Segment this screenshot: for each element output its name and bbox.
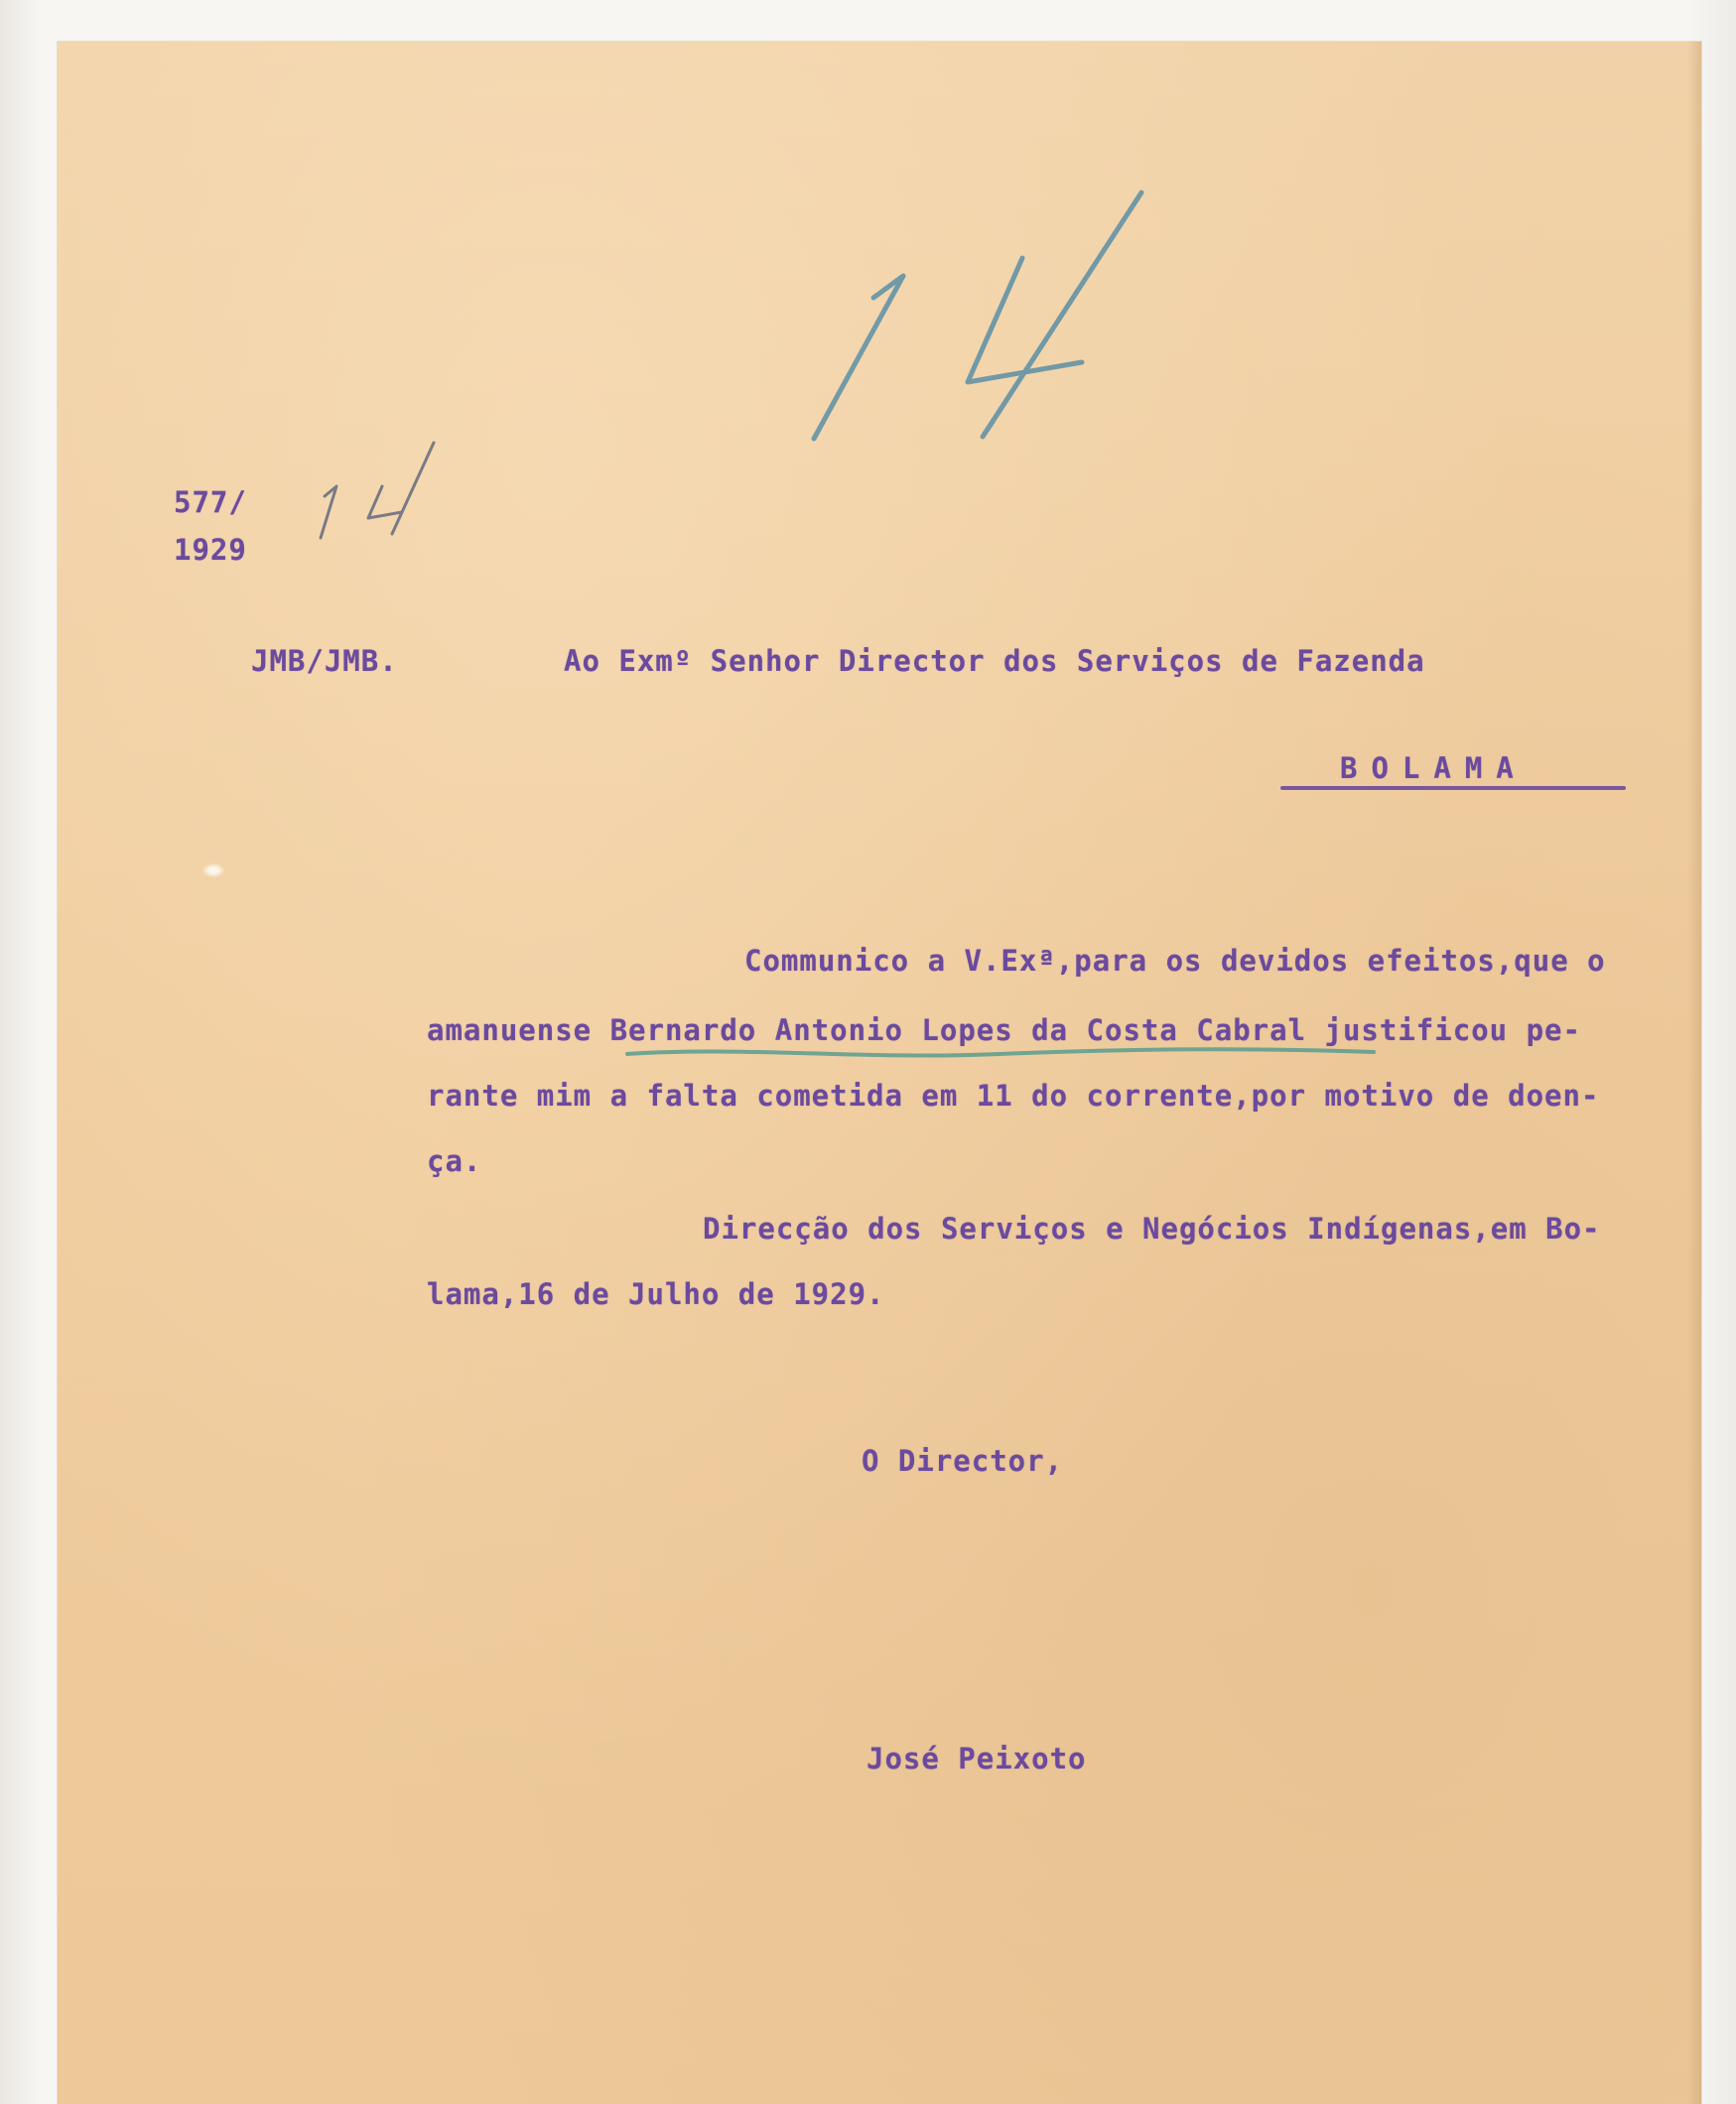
destination-city: BOLAMA — [1340, 751, 1528, 785]
paper-sheet — [58, 42, 1701, 2104]
body-line-5: Direcção dos Serviços e Negócios Indígenas,em Bo- — [703, 1212, 1601, 1246]
body-line-3: rante mim a falta cometida em 11 do corrente,por motivo de doen- — [427, 1079, 1600, 1113]
addressee-line: Ao Exmº Senhor Director dos Serviços de Fazenda — [564, 644, 1425, 678]
typist-initials: JMB/JMB. — [251, 644, 398, 678]
reference-number-typed: 577/ — [174, 485, 247, 519]
paper-blemish — [202, 863, 224, 877]
paper-edge-shadow — [1687, 42, 1701, 2104]
closing-title: O Director, — [862, 1444, 1064, 1478]
signatory-name: José Peixoto — [867, 1742, 1087, 1775]
reference-year: 1929 — [174, 533, 247, 567]
body-line-6: lama,16 de Julho de 1929. — [427, 1277, 885, 1311]
city-underline — [1280, 786, 1626, 790]
body-line-4: ça. — [427, 1144, 482, 1178]
body-line-2: amanuense Bernardo Antonio Lopes da Costa Cabral justificou pe- — [427, 1013, 1581, 1047]
body-line-1: Communico a V.Exª,para os devidos efeitos,que o — [744, 944, 1606, 978]
